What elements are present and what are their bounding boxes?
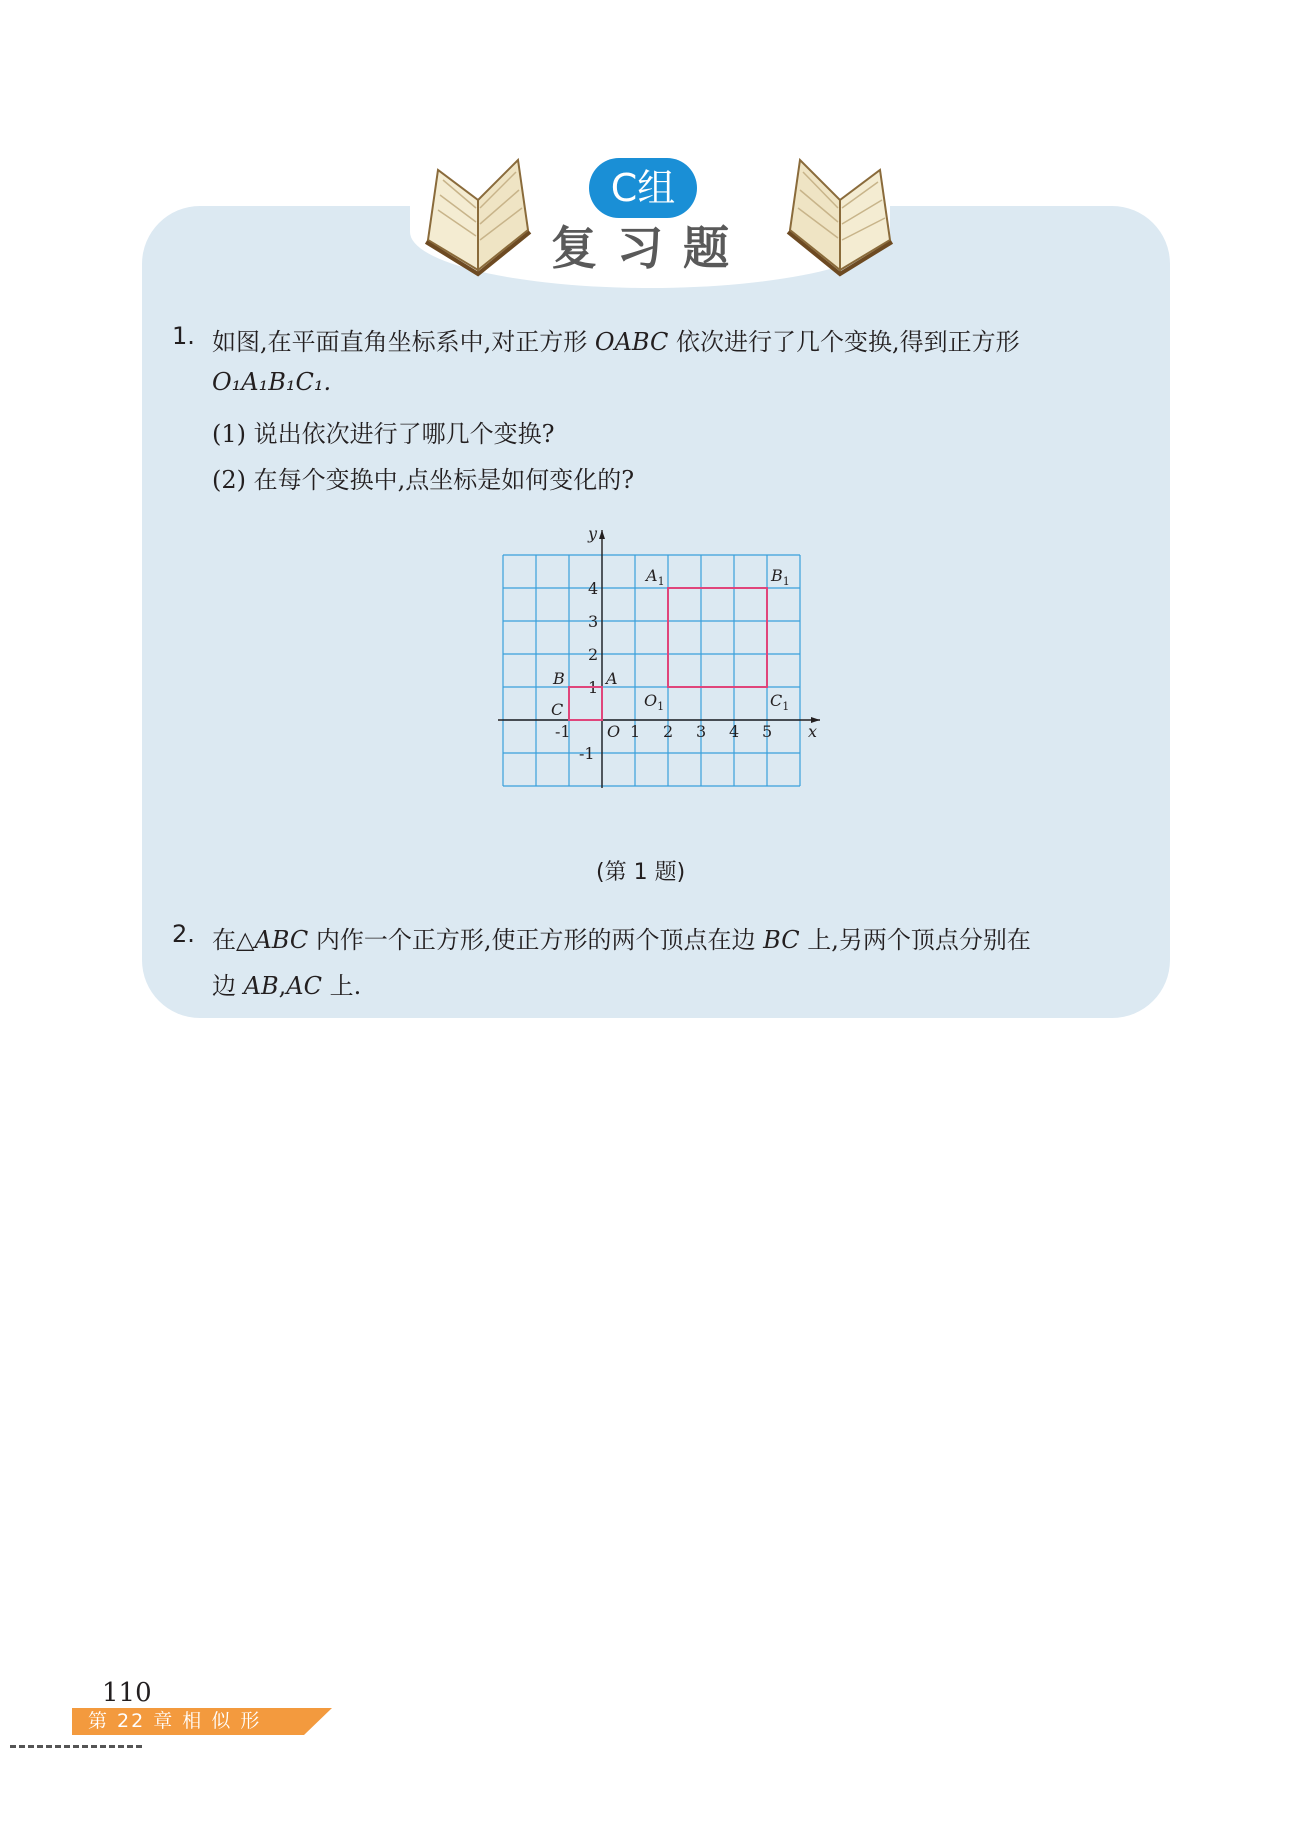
open-book-icon <box>418 150 548 280</box>
y-tick-label: 3 <box>588 612 599 631</box>
problem-2-line-2 <box>212 966 361 1001</box>
problem-1-subquestion-1: (1) 说出依次进行了哪几个变换? <box>212 420 555 448</box>
math-text: BC <box>763 926 800 954</box>
problem-text: 边 <box>212 972 244 1000</box>
problem-text: 内作一个正方形,使正方形的两个顶点在边 <box>308 926 764 954</box>
x-tick-label: -1 <box>555 722 571 741</box>
vertex-label-b1: $B_1$ <box>771 566 790 588</box>
vertex-label-o1: $O_1$ <box>644 691 665 713</box>
vertex-label-c1: $C_1$ <box>770 691 790 713</box>
x-tick-label: 1 <box>630 722 641 741</box>
problem-number: 1. <box>172 322 195 350</box>
x-tick-label: O <box>607 722 621 741</box>
x-tick-label: 3 <box>696 722 707 741</box>
y-tick-label: 4 <box>588 579 599 598</box>
figure-caption: (第 1 题) <box>596 860 686 885</box>
coordinate-figure <box>478 520 828 795</box>
chapter-label: 第 22 章 相 似 形 <box>88 1710 262 1732</box>
problem-1-line-1 <box>212 322 1020 357</box>
problem-text: , <box>278 972 287 1000</box>
square-o1a1b1c1 <box>668 588 767 687</box>
problem-number: 2. <box>172 920 195 948</box>
y-tick-label: 1 <box>588 678 599 697</box>
math-text: AB <box>243 972 279 1000</box>
math-text: OABC <box>594 328 669 356</box>
problem-text: 在△ <box>212 926 255 954</box>
y-tick-label: 2 <box>588 645 599 664</box>
x-tick-label: 5 <box>762 722 773 741</box>
math-text: ABC <box>254 926 309 954</box>
math-text: AC <box>286 972 322 1000</box>
open-book-icon <box>770 150 900 280</box>
vertex-label-a: A <box>606 669 618 688</box>
dashed-rule <box>10 1745 142 1748</box>
problem-text: 如图,在平面直角坐标系中,对正方形 <box>212 328 595 356</box>
problem-text: 上. <box>321 972 362 1000</box>
x-axis-label: x <box>808 722 818 741</box>
group-badge: C组 <box>589 158 697 218</box>
section-title: 复习题 <box>551 221 749 275</box>
problem-2-line-1 <box>212 920 1031 955</box>
y-axis-arrow <box>599 530 605 539</box>
vertex-label-a1: $A_1$ <box>646 566 665 588</box>
problem-1-subquestion-2: (2) 在每个变换中,点坐标是如何变化的? <box>212 466 635 494</box>
vertex-label-b: B <box>553 669 565 688</box>
vertex-label-c: C <box>551 700 564 719</box>
y-tick-label: -1 <box>579 744 595 763</box>
problem-text: 依次进行了几个变换,得到正方形 <box>668 328 1020 356</box>
problem-text: 上,另两个顶点分别在 <box>799 926 1031 954</box>
x-tick-label: 2 <box>663 722 674 741</box>
x-tick-label: 4 <box>729 722 740 741</box>
problem-1-line-2: O₁A₁B₁C₁. <box>212 368 332 396</box>
y-axis-label: y <box>588 524 598 543</box>
page-number: 110 <box>102 1678 152 1708</box>
